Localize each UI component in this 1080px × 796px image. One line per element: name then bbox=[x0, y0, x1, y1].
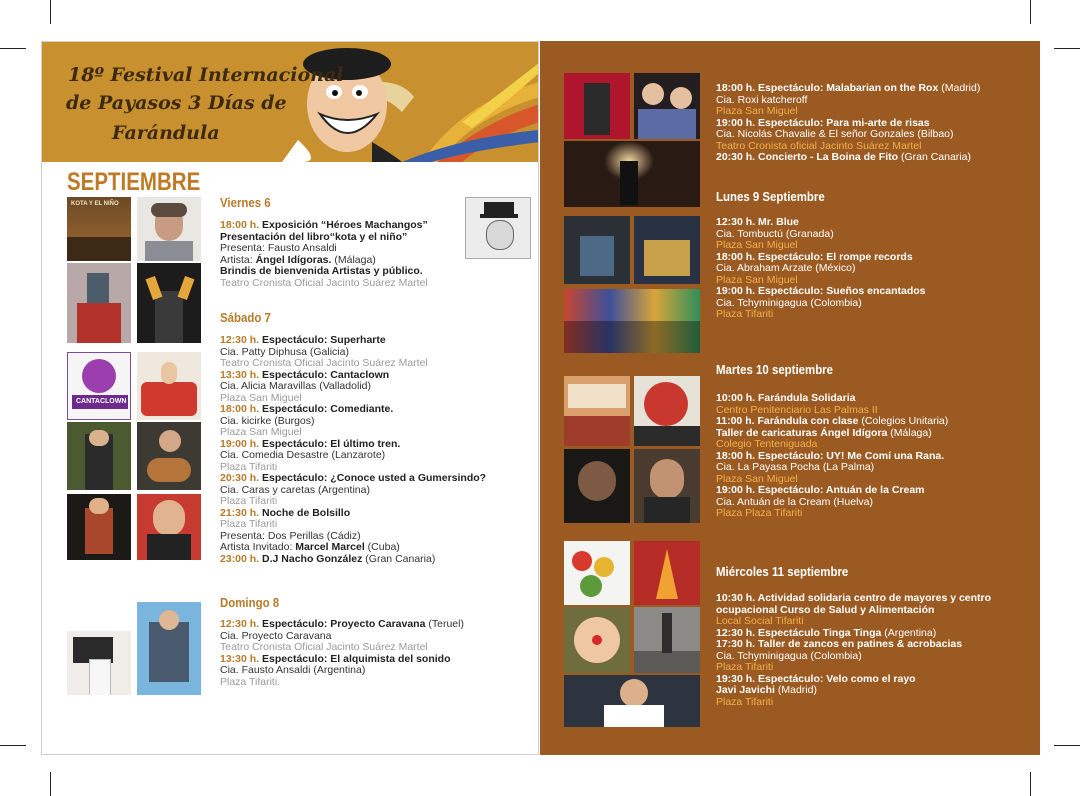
event-text: 19:30 h. Espectáculo: Velo como el rayo bbox=[716, 672, 916, 685]
cantaclown-logo-text: CANTACLOWN bbox=[76, 398, 127, 405]
event-photo-forest-clown bbox=[67, 422, 131, 490]
banner-title-line2: de Payasos 3 Días de bbox=[66, 92, 287, 114]
festival-banner bbox=[42, 42, 539, 162]
event-photo-red-curtain bbox=[564, 73, 630, 139]
event-text: Cia. Antuán de la Cream (Huelva) bbox=[716, 495, 873, 508]
event-text: Espectáculo: Superharte bbox=[262, 334, 386, 346]
event-text: Espectáculo: El último tren. bbox=[262, 437, 401, 450]
event-text: Exposición “Héroes Machangos” bbox=[262, 219, 428, 231]
event-photo-fruits bbox=[564, 541, 630, 605]
event-text: 19:00 h. Espectáculo: Antuán de la Cream bbox=[716, 484, 925, 496]
event-text: 17:30 h. Taller de zancos en patines & acrobacias bbox=[716, 638, 963, 650]
event-text: Cia. La Payasa Pocha (La Palma) bbox=[716, 461, 875, 473]
day-heading-domingo: Domingo 8 bbox=[220, 595, 280, 610]
crop-mark bbox=[0, 48, 26, 49]
event-photo-cantaclown-logo bbox=[67, 352, 131, 420]
viernes-events bbox=[220, 220, 428, 289]
event-text: Plaza San Miguel bbox=[220, 426, 302, 438]
event-photo-top-hat-sketch bbox=[465, 197, 531, 259]
left-page bbox=[41, 41, 539, 755]
crop-mark bbox=[50, 772, 51, 796]
event-text: 13:30 h. bbox=[220, 652, 263, 665]
lunes-events bbox=[716, 217, 925, 321]
event-text: Brindis de bienvenida Artistas y público. bbox=[220, 265, 423, 277]
event-text: Plaza Tifariti. bbox=[220, 675, 281, 688]
event-text: 12:30 h. bbox=[220, 334, 263, 346]
event-photo-two-clowns bbox=[634, 73, 700, 139]
event-text: (Málaga) bbox=[331, 253, 376, 266]
event-text: Cia. Tombuctú (Granada) bbox=[716, 227, 834, 240]
event-photo-portrait bbox=[137, 197, 201, 261]
event-line bbox=[220, 554, 486, 566]
event-text: Marcel Marcel bbox=[295, 541, 365, 553]
event-text: (Gran Canaria) bbox=[898, 151, 971, 163]
event-text: Espectáculo: Proyecto Caravana bbox=[262, 618, 426, 630]
event-photo-stilts bbox=[634, 607, 700, 673]
event-text: Cia. Roxi katcheroff bbox=[716, 93, 808, 106]
event-photo-rompe-records bbox=[634, 216, 700, 284]
event-text: Taller de caricaturas Ángel Idígora bbox=[716, 426, 888, 439]
event-text: Javi Javichi bbox=[716, 684, 775, 696]
event-text: Ángel Idígoras. bbox=[255, 253, 332, 266]
event-text: Centro Penitenciario Las Palmas II bbox=[716, 403, 878, 416]
event-text: (Gran Canaria) bbox=[362, 552, 436, 565]
event-line bbox=[716, 152, 980, 164]
event-photo-rana bbox=[564, 449, 630, 523]
event-text: (Málaga) bbox=[887, 426, 932, 439]
event-text: Cia. Comedia Desastre (Lanzarote) bbox=[220, 449, 386, 461]
event-text: (Teruel) bbox=[425, 618, 464, 630]
event-line bbox=[716, 508, 948, 520]
event-photo-dj bbox=[137, 494, 201, 560]
event-text: 20:30 h. Concierto - La Boina de Fito bbox=[716, 151, 899, 163]
event-text: (Madrid) bbox=[938, 82, 981, 94]
month-heading: SEPTIEMBRE bbox=[67, 168, 201, 196]
event-text: Artista Invitado: bbox=[220, 541, 296, 553]
day-heading-sabado: Sábado 7 bbox=[220, 310, 271, 325]
event-text: 18:00 h. bbox=[220, 403, 263, 415]
event-text: Teatro Cronista oficial Jacinto Suárez Martel bbox=[716, 139, 922, 152]
event-text: Plaza Tifariti bbox=[716, 695, 774, 708]
event-text: Espectáculo: Comediante. bbox=[262, 403, 394, 415]
event-text: 21:30 h. bbox=[220, 506, 263, 519]
sabado-events bbox=[220, 335, 486, 565]
event-text: Plaza Tifariti bbox=[220, 518, 278, 530]
event-text: (Cuba) bbox=[364, 541, 400, 553]
event-text: 12:30 h. Mr. Blue bbox=[716, 216, 799, 228]
event-text: Plaza Tifariti bbox=[220, 495, 278, 507]
event-text: Plaza Tifariti bbox=[716, 661, 774, 673]
event-text: Cia. Caras y caretas (Argentina) bbox=[220, 483, 370, 496]
event-text: 18:00 h. bbox=[220, 219, 263, 231]
event-text: Espectáculo: ¿Conoce usted a Gumersindo? bbox=[262, 472, 487, 484]
event-text: D.J Nacho González bbox=[262, 552, 363, 565]
event-text: Cia. Tchyminigagua (Colombia) bbox=[716, 649, 862, 662]
right-page bbox=[540, 41, 1040, 755]
day-heading-viernes: Viernes 6 bbox=[220, 195, 271, 210]
event-text: Plaza Plaza Tifariti bbox=[716, 507, 803, 519]
event-text: Espectáculo: El alquimista del sonido bbox=[262, 652, 451, 665]
event-text: Cia. Alicia Maravillas (Valladolid) bbox=[220, 380, 371, 392]
event-photo-mr-blue bbox=[564, 216, 630, 284]
event-text: Colegio Tenteniguada bbox=[716, 438, 818, 450]
domingo-events bbox=[220, 619, 464, 688]
event-text: 12:30 h. Espectáculo Tinga Tinga bbox=[716, 626, 882, 639]
event-text: Cia. Proyecto Caravana bbox=[220, 629, 332, 642]
event-text: Cia. Tchyminigagua (Colombia) bbox=[716, 296, 862, 309]
event-photo-clown-wall bbox=[67, 263, 131, 343]
event-text: 19:00 h. Espectáculo: Sueños encantados bbox=[716, 285, 926, 297]
event-photo-crowd bbox=[564, 289, 700, 353]
event-text: Espectáculo: Cantaclown bbox=[262, 368, 390, 381]
event-photo-alquimista bbox=[137, 602, 201, 695]
event-line bbox=[716, 309, 925, 321]
event-text: Presenta: Fausto Ansaldi bbox=[220, 242, 337, 254]
book-cover-text: KOTA Y EL NIÑO bbox=[71, 201, 119, 207]
event-text: Noche de Bolsillo bbox=[262, 506, 351, 519]
event-photo-concert bbox=[564, 141, 700, 207]
event-photo-tinga-tinga bbox=[634, 541, 700, 605]
crop-mark bbox=[50, 0, 51, 24]
event-text: ocupacional Curso de Salud y Alimentación bbox=[716, 603, 935, 616]
event-text: 18:00 h. Espectáculo: Malabarian on the Rox bbox=[716, 82, 939, 94]
event-photo-rayo bbox=[564, 675, 700, 727]
event-text: 18:00 h. Espectáculo: El rompe records bbox=[716, 250, 913, 263]
event-text: Teatro Cronista Oficial Jacinto Suárez Martel bbox=[220, 357, 428, 369]
event-text: Plaza Tifariti bbox=[220, 460, 278, 473]
event-photo-building bbox=[564, 376, 630, 446]
event-text: Plaza Tifariti bbox=[716, 308, 774, 320]
event-text: 19:00 h. bbox=[220, 437, 263, 450]
event-photo-guitar bbox=[137, 422, 201, 490]
event-text: Plaza San Miguel bbox=[716, 472, 798, 485]
event-photo-red-sofa bbox=[137, 352, 201, 420]
event-text: 18:00 h. Espectáculo: UY! Me Comí una Rana. bbox=[716, 449, 945, 462]
event-text: Plaza San Miguel bbox=[716, 105, 798, 117]
event-text: 20:30 h. bbox=[220, 472, 263, 484]
event-photo-book bbox=[67, 197, 131, 261]
event-text: Plaza San Miguel bbox=[716, 239, 798, 251]
crop-mark bbox=[1030, 772, 1031, 796]
event-photo-caravana bbox=[67, 631, 131, 695]
event-text: Local Social Tifariti bbox=[716, 615, 804, 627]
event-text: 23:00 h. bbox=[220, 552, 263, 565]
crop-mark bbox=[1054, 745, 1080, 746]
day-heading-miercoles: Miércoles 11 septiembre bbox=[716, 564, 849, 579]
event-line bbox=[716, 697, 991, 709]
event-text: 19:00 h. Espectáculo: Para mi-arte de risas bbox=[716, 116, 930, 129]
event-text: Cia. Fausto Ansaldi (Argentina) bbox=[220, 664, 366, 676]
event-text: Teatro Cronista Oficial Jacinto Suárez Martel bbox=[220, 276, 428, 289]
event-text: (Madrid) bbox=[774, 684, 817, 696]
event-text: Presentación del libro“kota y el niño” bbox=[220, 230, 408, 243]
day-heading-martes: Martes 10 septiembre bbox=[716, 362, 833, 377]
event-photo-juggler bbox=[137, 263, 201, 343]
event-text: Cia. Patty Diphusa (Galicia) bbox=[220, 345, 349, 358]
event-text: 11:00 h. Farándula con clase bbox=[716, 415, 859, 427]
event-text: Cia. Nicolás Chavalie & El señor Gonzales (Bilbao) bbox=[716, 128, 954, 140]
event-text: Cia. kicirke (Burgos) bbox=[220, 414, 315, 427]
event-text: Artista: bbox=[220, 253, 256, 266]
event-line bbox=[220, 677, 464, 689]
banner-title-line3: Farándula bbox=[112, 122, 220, 144]
event-photo-performer bbox=[67, 494, 131, 560]
domingo-continued-events bbox=[716, 83, 980, 164]
event-text: (Colegios Unitaria) bbox=[858, 415, 949, 427]
martes-events bbox=[716, 393, 948, 520]
event-text: Cia. Abraham Arzate (México) bbox=[716, 262, 856, 274]
event-text: 10:30 h. Actividad solidaria centro de mayores y centro bbox=[716, 592, 992, 604]
crop-mark bbox=[1054, 48, 1080, 49]
crop-mark bbox=[1030, 0, 1031, 24]
event-text: Presenta: Dos Perillas (Cádiz) bbox=[220, 529, 361, 542]
event-text: 12:30 h. bbox=[220, 618, 263, 630]
event-photo-caricature bbox=[634, 376, 700, 446]
event-text: Teatro Cronista Oficial Jacinto Suárez Martel bbox=[220, 641, 428, 653]
day-heading-lunes: Lunes 9 Septiembre bbox=[716, 189, 825, 204]
event-photo-clown-face bbox=[564, 607, 630, 673]
banner-title-line1: 18º Festival Internacional bbox=[68, 64, 344, 86]
event-text: (Argentina) bbox=[881, 626, 937, 639]
event-line bbox=[220, 278, 428, 290]
event-text: Plaza San Miguel bbox=[220, 391, 302, 404]
event-text: 13:30 h. bbox=[220, 368, 263, 381]
miercoles-events bbox=[716, 593, 991, 708]
event-text: 10:00 h. Farándula Solidaria bbox=[716, 392, 856, 404]
event-text: Plaza San Miguel bbox=[716, 273, 798, 286]
event-photo-antuan bbox=[634, 449, 700, 523]
crop-mark bbox=[0, 745, 26, 746]
